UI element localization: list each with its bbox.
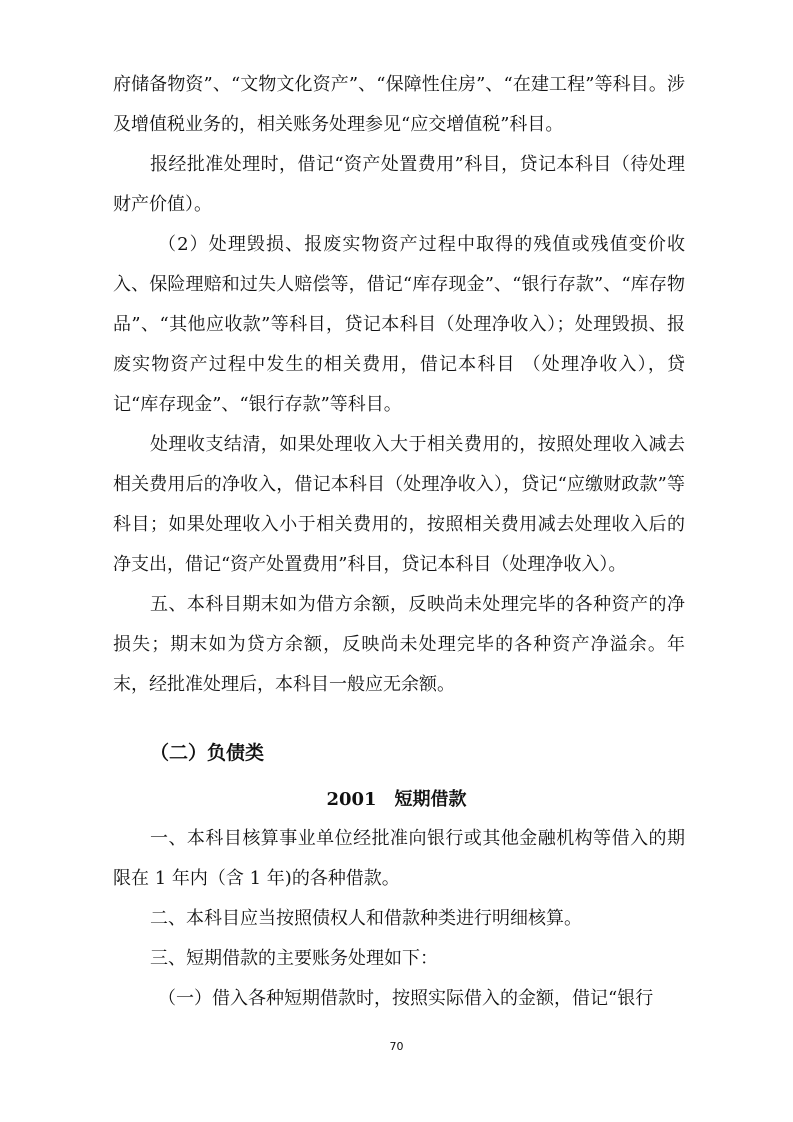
- paragraph-borrowing-entry: （一）借入各种短期借款时，按照实际借入的金额，借记“银行: [158, 988, 654, 1009]
- account-name: 短期借款: [394, 789, 467, 810]
- bottom-text-block: [113, 819, 685, 1019]
- account-code: 2001: [326, 789, 377, 810]
- paragraph-residual-income: （2）处理毁损、报废实物资产过程中取得的残值或残值变价收入、保险理赔和过失人赔偿等，借记“库存现金”、“银行存款”、“库存物品”、“其他应收款”等科目，贷记本科目（处理净收入）；处理毁损、报废实物资产过程中发生的相关费用，借记本科目 （处理净收入），贷记“库存现金”、“银行存款”等科目。: [113, 234, 685, 415]
- account-title: [0, 785, 793, 815]
- section-heading: （二）负债类: [150, 742, 265, 764]
- paragraph-settlement: 处理收支结清，如果处理收入大于相关费用的，按照处理收入减去相关费用后的净收入，借记本科目（处理净收入），贷记“应缴财政款”等科目；如果处理收入小于相关费用的，按照相关费用减去处理收入后的净支出，借记“资产处置费用”科目，贷记本科目（处理净收入）。: [113, 434, 685, 575]
- paragraph-period-end-balance: 五、本科目期末如为借方余额，反映尚未处理完毕的各种资产的净损失；期末如为贷方余额，反映尚未处理完毕的各种资产净溢余。年末，经批准处理后，本科目一般应无余额。: [113, 594, 685, 695]
- paragraph-main-entries: 三、短期借款的主要账务处理如下：: [150, 948, 438, 969]
- page-number: 70: [389, 1040, 404, 1053]
- top-text-block: [113, 65, 685, 705]
- paragraph-detail-accounting: 二、本科目应当按照债权人和借款种类进行明细核算。: [150, 908, 582, 929]
- paragraph-approval: 报经批准处理时，借记“资产处置费用”科目，贷记本科目（待处理财产价值）。: [113, 154, 685, 215]
- paragraph-scope: 一、本科目核算事业单位经批准向银行或其他金融机构等借入的期限在 1 年内（含 1 年)的各种借款。: [113, 828, 685, 889]
- paragraph-continuation: 府储备物资”、“文物文化资产”、“保障性住房”、“在建工程”等科目。涉及增值税业务的，相关账务处理参见“应交增值税”科目。: [113, 74, 685, 135]
